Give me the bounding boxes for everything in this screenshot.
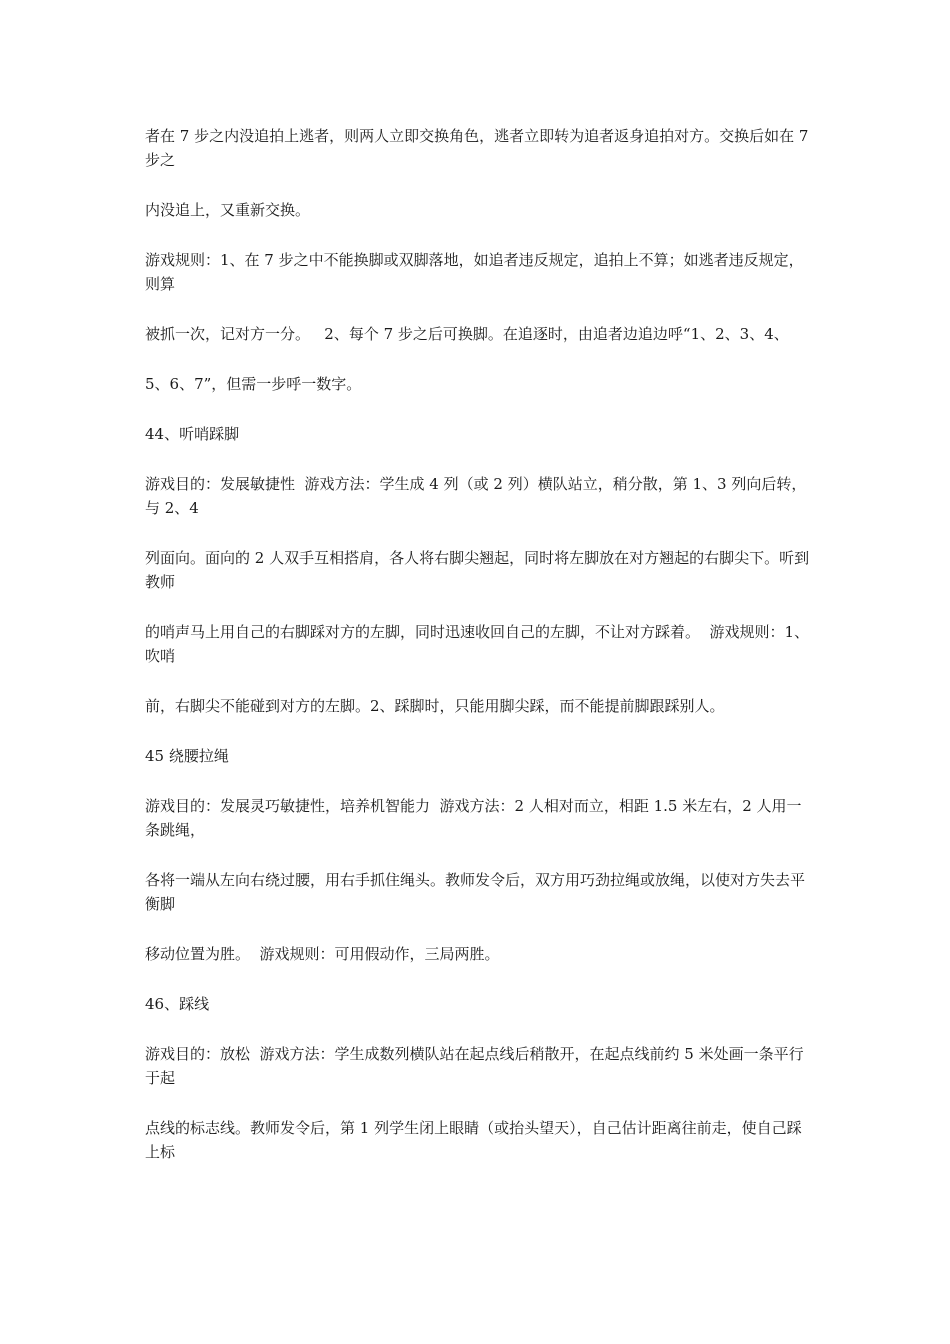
paragraph: 游戏规则：1、在 7 步之中不能换脚或双脚落地，如追者违反规定，追拍上不算；如逃者违反规定，则算 [145,251,804,293]
paragraph: 内没追上，又重新交换。 [145,201,311,219]
paragraph: 移动位置为胜。 游戏规则：可用假动作，三局两胜。 [145,945,500,963]
document-body [145,124,814,1190]
paragraph: 者在 7 步之内没追拍上逃者，则两人立即交换角色，逃者立即转为追者返身追拍对方。交换后如在 7 步之 [145,127,814,169]
paragraph: 游戏目的：发展灵巧敏捷性，培养机智能力 游戏方法：2 人相对而立，相距 1.5 米左右，2 人用一条跳绳， [145,797,802,839]
paragraph: 5、6、7”，但需一步呼一数字。 [145,375,362,393]
paragraph: 游戏目的：放松 游戏方法：学生成数列横队站在起点线后稍散开，在起点线前约 5 米处画一条平行于起 [145,1045,804,1087]
paragraph: 前，右脚尖不能碰到对方的左脚。2、踩脚时，只能用脚尖踩，而不能提前脚跟踩别人。 [145,697,725,715]
section-heading: 46、踩线 [145,995,210,1013]
paragraph: 各将一端从左向右绕过腰，用右手抓住绳头。教师发令后，双方用巧劲拉绳或放绳，以使对方失去平衡脚 [145,871,806,913]
paragraph: 游戏目的：发展敏捷性 游戏方法：学生成 4 列（或 2 列）横队站立，稍分散，第 1、3 列向后转，与 2、4 [145,475,807,517]
section-heading: 45 绕腰拉绳 [145,747,229,765]
paragraph: 的哨声马上用自己的右脚踩对方的左脚，同时迅速收回自己的左脚，不让对方踩着。 游戏规则：1、吹哨 [145,623,810,665]
section-heading: 44、听哨踩脚 [145,425,240,443]
paragraph: 列面向。面向的 2 人双手互相搭肩，各人将右脚尖翘起，同时将左脚放在对方翘起的右脚尖下。听到教师 [145,549,810,591]
paragraph: 被抓一次，记对方一分。 2、每个 7 步之后可换脚。在追逐时，由追者边追边呼“1、2、3、4、 [145,325,789,343]
paragraph: 点线的标志线。教师发令后，第 1 列学生闭上眼睛（或抬头望天），自己估计距离往前走，使自己踩上标 [145,1119,802,1161]
